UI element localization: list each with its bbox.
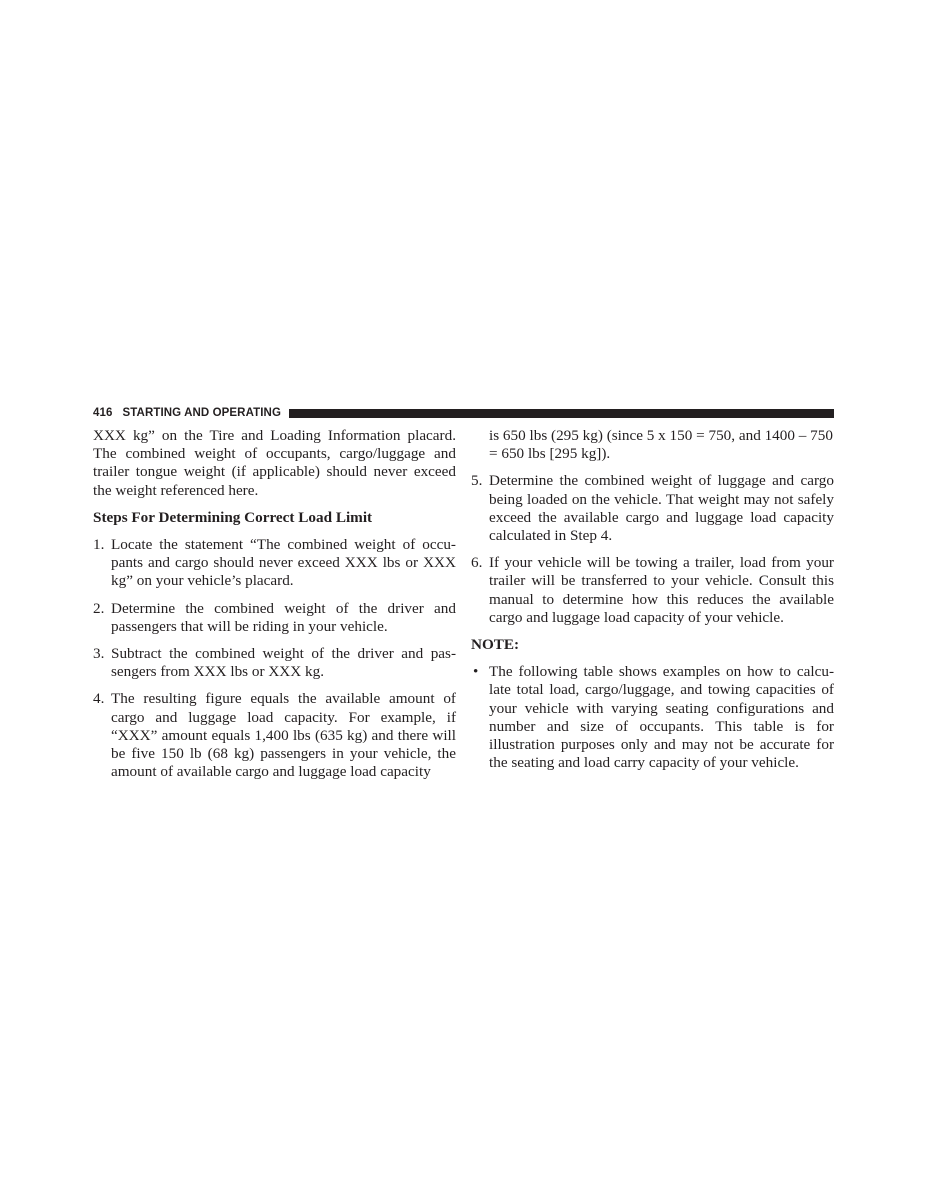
- step-item-5: [471, 472, 834, 545]
- note-text: The following table shows examples on how to calcu-late total load, cargo/luggage, and towing capacities of your vehicle with varying seating configurations and number and size of occupants. This table is for illustration purposes only and may not be accurate for the seating and load carry capacity of your vehicle.: [489, 663, 834, 772]
- intro-paragraph: XXX kg” on the Tire and Loading Information placard. The combined weight of occupants, cargo/luggage and trailer tongue weight (if applicable) should never exceed the weight referenced here.: [93, 427, 456, 499]
- page-number: 416: [93, 407, 113, 419]
- step-text: Determine the combined weight of luggage and cargo being loaded on the vehicle. That weight may not safely exceed the available cargo and luggage load capacity calculated in Step 4.: [489, 472, 834, 545]
- step-text: Locate the statement “The combined weight of occu-pants and cargo should never exceed XXX lbs or XXX kg” on your vehicle’s placard.: [111, 536, 456, 590]
- step-item-6: [471, 554, 834, 627]
- header-rule: [289, 409, 834, 418]
- step-text: Determine the combined weight of the driver and passengers that will be riding in your vehicle.: [111, 599, 456, 635]
- step-text: Subtract the combined weight of the driver and pas-sengers from XXX lbs or XXX kg.: [111, 645, 456, 681]
- step-number: 6.: [471, 554, 483, 572]
- step-number: 5.: [471, 472, 483, 490]
- note-bullet-item: [471, 663, 834, 772]
- bullet-icon: •: [473, 663, 479, 681]
- step-number: 4.: [93, 690, 105, 708]
- page-header: [93, 405, 834, 421]
- step-number: 1.: [93, 536, 105, 554]
- steps-heading: Steps For Determining Correct Load Limit: [93, 508, 373, 526]
- step-item-3: [93, 645, 456, 681]
- step-number: 2.: [93, 599, 105, 617]
- step-text: The resulting figure equals the available amount of cargo and luggage load capacity. For example, if “XXX” amount equals 1,400 lbs (635 kg) and there will be five 150 lb (68 kg) passengers in your vehicle, the amount of available cargo and luggage load capacity: [111, 690, 456, 781]
- note-heading: NOTE:: [471, 636, 520, 654]
- left-column: [93, 427, 456, 790]
- step-number: 3.: [93, 645, 105, 663]
- right-column: [471, 427, 834, 772]
- step-4-continuation: is 650 lbs (295 kg) (since 5 x 150 = 750, and 1400 – 750 = 650 lbs [295 kg]).: [489, 427, 833, 463]
- step-item-1: [93, 536, 456, 591]
- section-title: STARTING AND OPERATING: [122, 407, 282, 419]
- step-item-2: [93, 600, 456, 636]
- step-item-4: [93, 690, 456, 781]
- step-text: If your vehicle will be towing a trailer, load from your trailer will be transferred to your vehicle. Consult this manual to determine how this reduces the available cargo and luggage load capacity of your vehicle.: [489, 554, 834, 626]
